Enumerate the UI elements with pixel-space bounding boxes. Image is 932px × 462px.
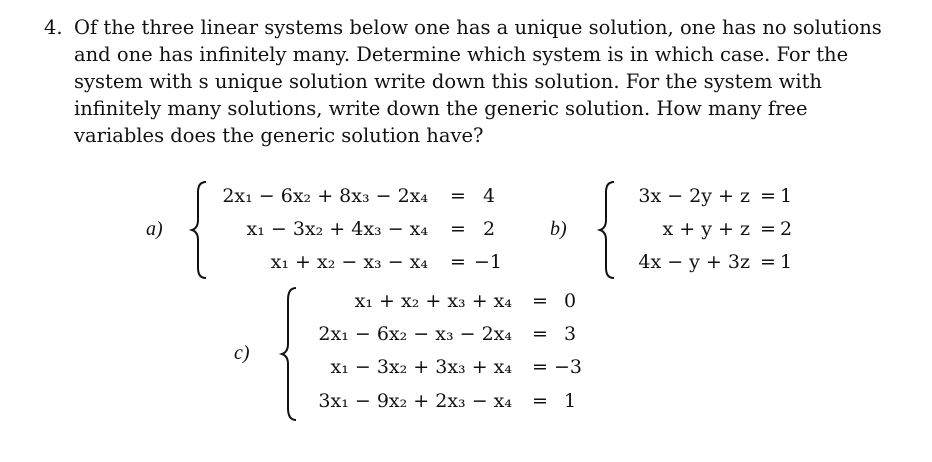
equation-lhs: 2x₁ − 6x₂ − x₃ − 2x₄ <box>318 323 512 345</box>
problem-text: Of the three linear systems below one has a unique solution, one has no solutions and one has infinitely many. Determine which system is in which case. For the system with s unique solution write down this solution. For the system with infinitely many solutions, write down the generic solution. How many free variables does the generic solution have? <box>74 16 882 147</box>
equation-lhs: x₁ + x₂ − x₃ − x₄ <box>270 251 428 273</box>
equation-row <box>550 185 810 215</box>
system-label: c) <box>234 342 250 364</box>
equation-row <box>550 251 810 281</box>
equation-equals: = <box>450 185 466 207</box>
equation-row <box>140 185 520 215</box>
equation-row <box>230 290 600 320</box>
system-a <box>140 180 520 280</box>
equation-row <box>230 323 600 353</box>
equation-row <box>140 251 520 281</box>
problem-number: 4. <box>44 16 63 39</box>
equation-equals: = <box>532 290 548 312</box>
equation-lhs: 3x₁ − 9x₂ + 2x₃ − x₄ <box>318 390 512 412</box>
equation-equals: = <box>532 390 548 412</box>
equation-equals: = <box>760 251 776 273</box>
system-c <box>230 286 600 422</box>
equation-equals: = <box>532 323 548 345</box>
equation-lhs: 2x₁ − 6x₂ + 8x₃ − 2x₄ <box>222 185 428 207</box>
equation-rhs: 2 <box>483 218 496 240</box>
equation-rhs: 1 <box>780 185 793 207</box>
equation-rhs: 1 <box>780 251 793 273</box>
problem-statement <box>44 14 884 149</box>
equation-lhs: x + y + z <box>662 218 750 240</box>
equation-rhs: 1 <box>564 390 577 412</box>
equation-lhs: 4x − y + 3z <box>638 251 750 273</box>
system-label: b) <box>550 218 567 240</box>
equation-rhs: −3 <box>554 356 583 378</box>
equation-lhs: x₁ − 3x₂ + 4x₃ − x₄ <box>246 218 428 240</box>
equation-row <box>230 356 600 386</box>
equation-lhs: x₁ − 3x₂ + 3x₃ + x₄ <box>330 356 512 378</box>
equation-row <box>140 218 520 248</box>
equation-lhs: x₁ + x₂ + x₃ + x₄ <box>354 290 512 312</box>
equation-rhs: 3 <box>564 323 577 345</box>
equation-equals: = <box>532 356 548 378</box>
equation-row <box>230 390 600 420</box>
system-label: a) <box>146 218 163 240</box>
equation-equals: = <box>760 218 776 240</box>
equation-equals: = <box>450 251 466 273</box>
equation-equals: = <box>760 185 776 207</box>
equation-rhs: 2 <box>780 218 793 240</box>
equation-rhs: 4 <box>483 185 496 207</box>
equation-row <box>550 218 810 248</box>
equation-rhs: −1 <box>474 251 503 273</box>
system-b <box>550 180 810 280</box>
equation-rhs: 0 <box>564 290 577 312</box>
equation-equals: = <box>450 218 466 240</box>
equation-lhs: 3x − 2y + z <box>638 185 750 207</box>
